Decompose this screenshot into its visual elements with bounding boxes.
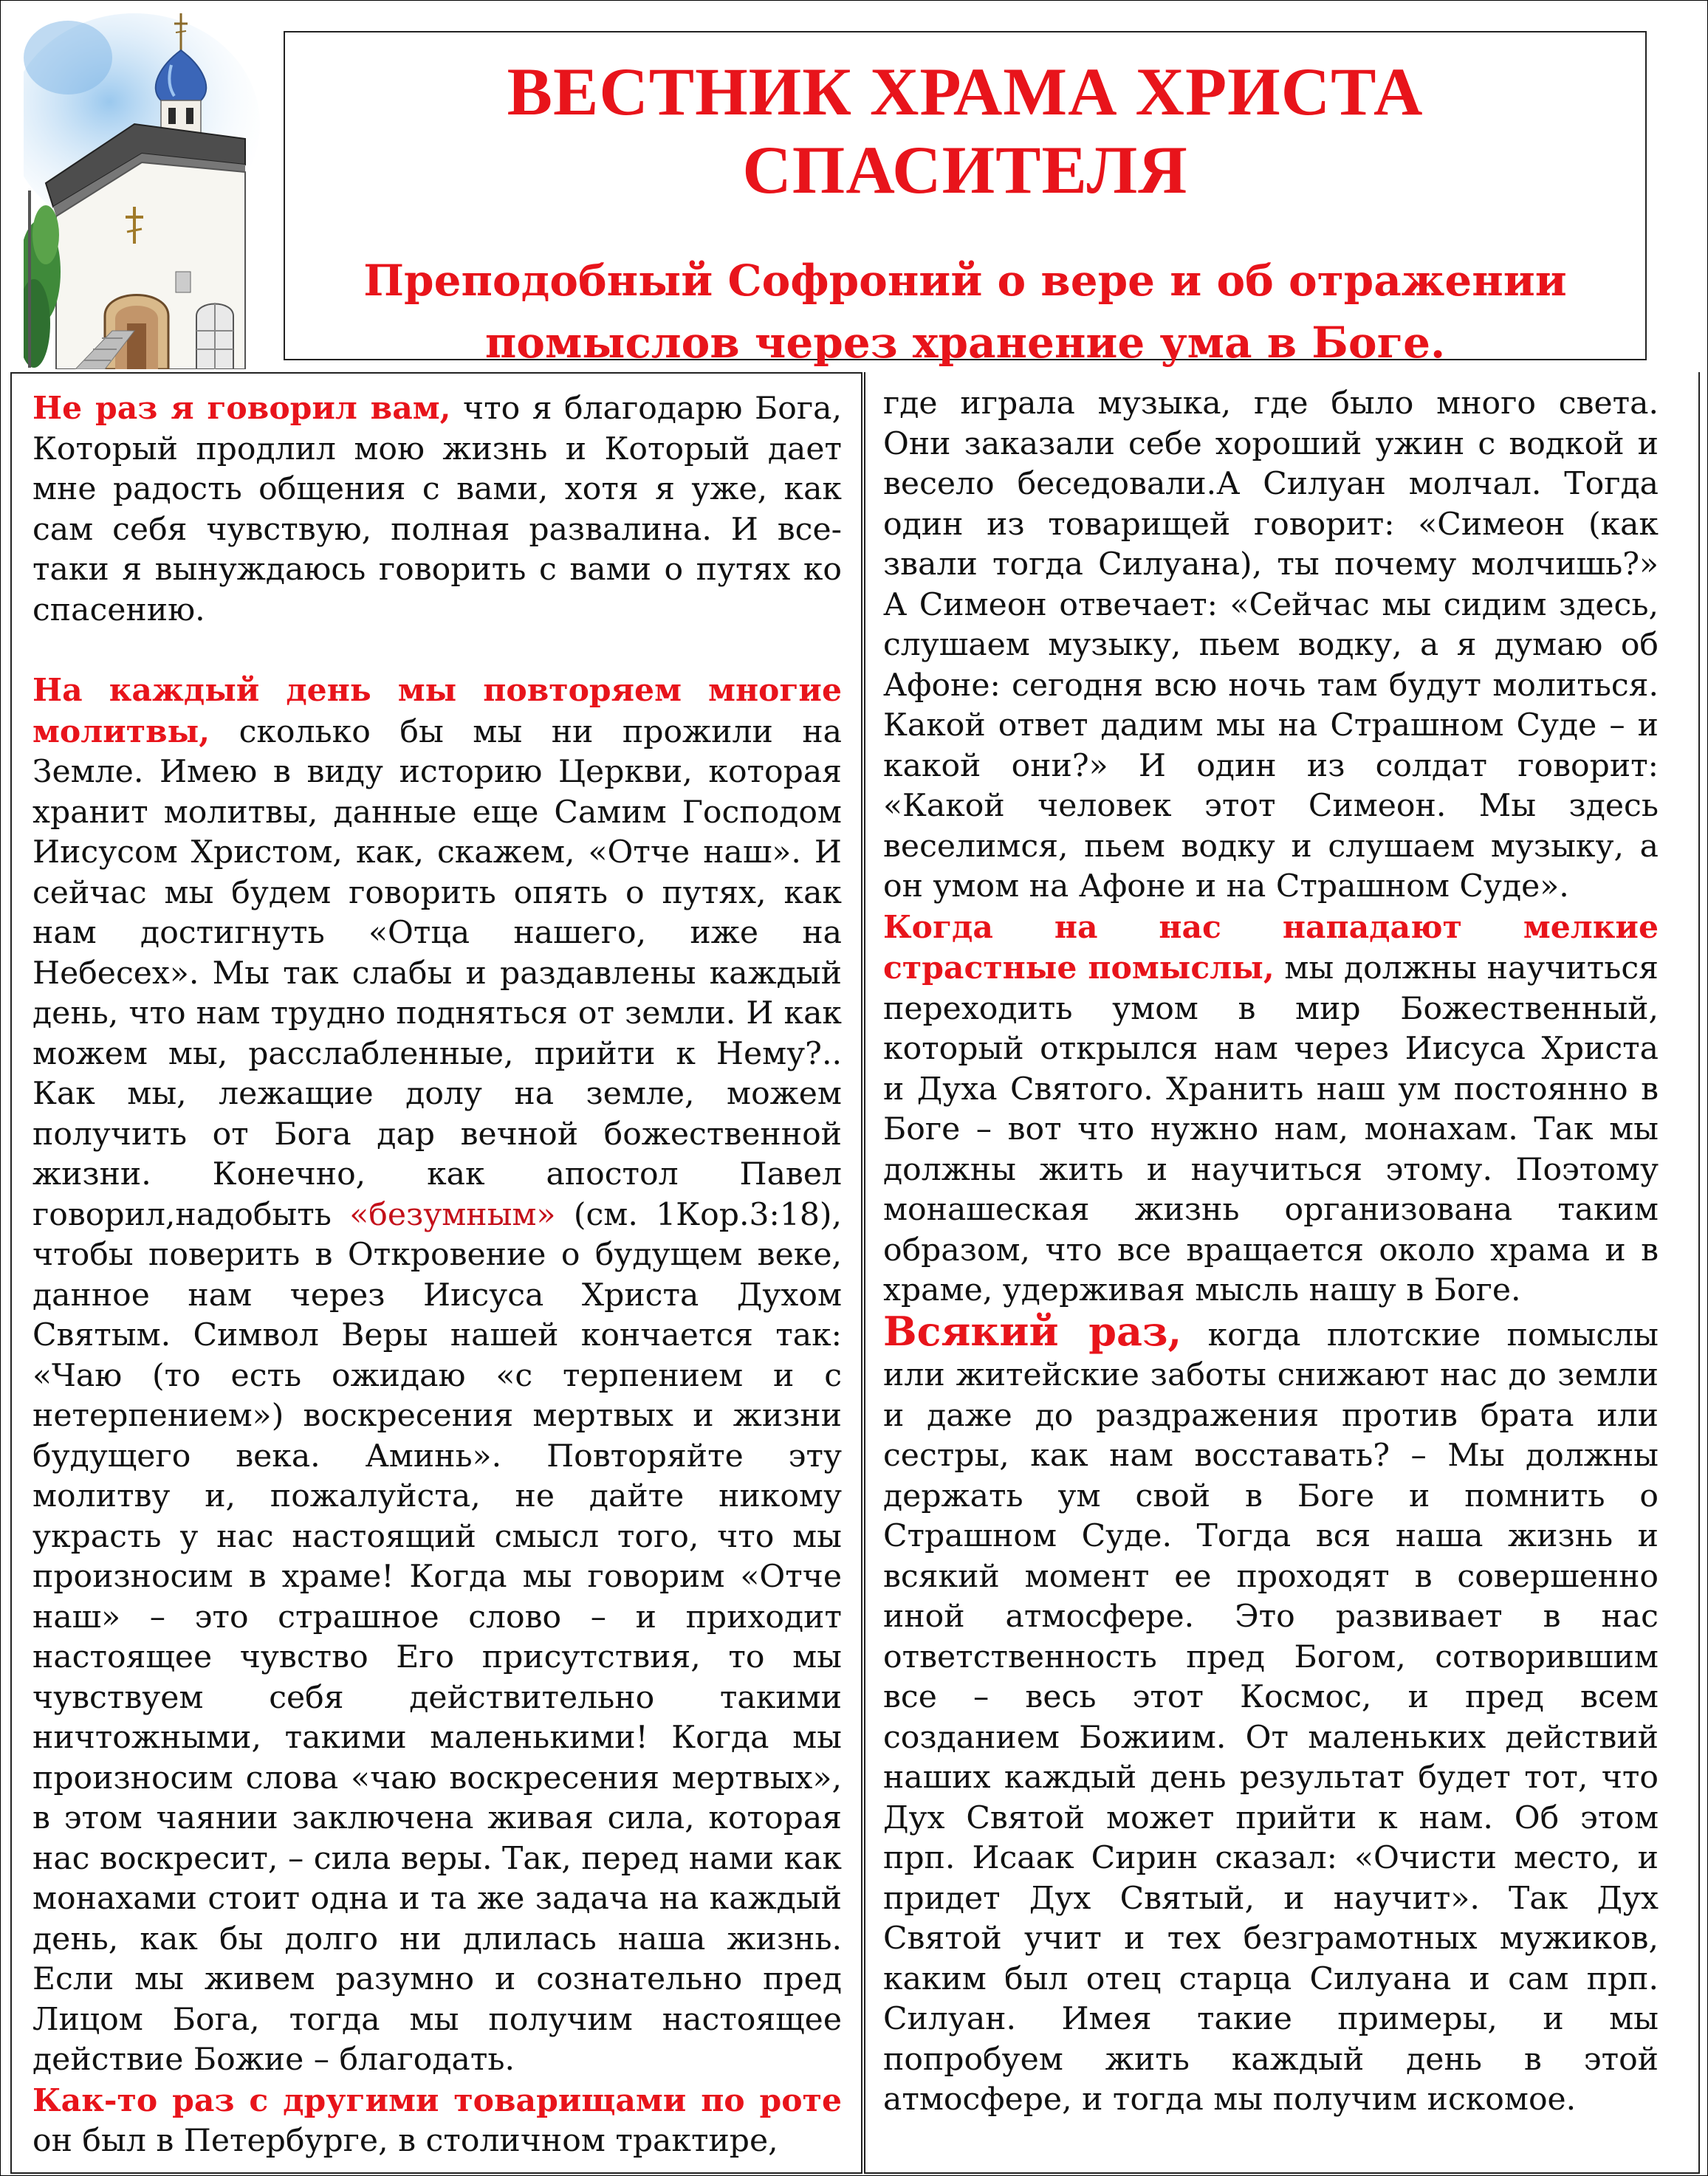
paragraph-lead: Всякий раз, xyxy=(883,1307,1182,1355)
paragraph-text: мы должны научиться переходить умом в мир Божественный, который открылся нам через Иисуса Христа и Духа Святого. Хранить наш ум постоянно в Боге – вот что нужно нам, монахам. Так мы должны жить и научиться этому. Поэтому монашеская жизнь организована таким образом, что все вращается около храма и в храме, удерживая мысль нашу в Боге. xyxy=(883,950,1659,1308)
church-illustration xyxy=(24,13,260,369)
paragraph xyxy=(32,2081,842,2162)
paragraph-text: он был в Петербурге, в столичном трактире, xyxy=(32,2123,778,2159)
paragraph-lead: Когда на нас нападают мелкие страстные помыслы, xyxy=(883,908,1659,986)
paragraph-lead: Не раз я говорил вам, xyxy=(32,390,451,427)
paragraph-text: что я благодарю Бога, Который продлил мою жизнь и Который дает мне радость общения с вами, хотя я уже, как сам себя чувствую, полная развалина. И все-таки я вынуждаюсь говорить с вами о путях ко спасению. xyxy=(32,391,842,628)
paragraph-text: сколько бы мы ни прожили на Земле. Имею в виду историю Церкви, которая хранит молитвы, данные еще Самим Господом Иисусом Христом, как, скажем, «Отче наш». И сейчас мы будем говорить опять о путях, как нам достигнуть «Отца нашего, иже на Небесех». Мы так слабы и раздавлены каждый день, что нам трудно подняться от земли. И как можем мы, расслабленные, прийти к Нему?.. Как мы, лежащие долу на земле, можем получить от Бога дар вечной божественной жизни. Конечно, как апостол Павел говорил,надобыть xyxy=(32,713,842,1233)
left-column xyxy=(10,372,862,2174)
paragraph xyxy=(883,907,1659,1311)
paragraph-text: (см. 1Кор.3:18), чтобы поверить в Откровение о будущем веке, данное нам через Иисуса Христа Духом Святым. Символ Веры нашей кончается так: «Чаю (то есть ожидаю «с терпением и с нетерпением») воскресения мертвых и жизни будущего века. Аминь». Повторяйте эту молитву и, пожалуйста, не дайте никому украсть у нас настоящий смысл того, что мы произносим в храме! Когда мы говорим «Отче наш» – это страшное слово – и приходит настоящее чувство Его присутствия, то мы чувствуем себя действительно такими ничтожными, такими маленькими! Когда мы произносим слова «чаю воскресения мертвых», в этом чаянии заключена живая сила, которая нас воскресит, – сила веры. Так, перед нами как монахами стоит одна и та же задача на каждый день, как бы долго ни длилась наша жизнь. Если мы живем разумно и сознательно пред Лицом Бога, тогда мы получим настоящее действие Божие – благодать. xyxy=(32,1196,843,2078)
paragraph xyxy=(32,388,842,631)
right-column xyxy=(864,372,1700,2174)
paragraph-lead: Как-то раз с другими товарищами по роте xyxy=(32,2081,842,2119)
paragraph-text: когда плотские помыслы или житейские заботы снижают нас до земли и даже до раздражения против брата или сестры, как нам восставать? – Мы должны держать ум свой в Боге и помнить о Страшном Суде. Тогда вся наша жизнь и всякий момент ее проходят в совершенно иной атмосфере. Это развивает в нас ответственность пред Богом, сотворившим все – весь этот Космос, и пред всем созданием Божиим. От маленьких действий наших каждый день результат будет тот, что Дух Святой может прийти к нам. Об этом прп. Исаак Сирин сказал: «Очисти место, и придет Дух Святый, и научит». Так Дух Святой учит и тех безграмотных мужиков, каким был отец старца Силуана и сам прп. Силуан. Имея такие примеры, и мы попробуем жить каждый день в этой атмосфере, и тогда мы получим искомое. xyxy=(883,1317,1659,2118)
masthead-box xyxy=(284,31,1647,368)
paragraph xyxy=(32,670,842,2081)
paragraph xyxy=(883,384,1659,907)
masthead-title: ВЕСТНИК ХРАМА ХРИСТА СПАСИТЕЛЯ xyxy=(507,54,1424,207)
article-title: Преподобный Софроний о вере и об отражении помыслов через хранение ума в Боге. xyxy=(363,255,1567,368)
paragraph-text: где играла музыка, где было много света. Они заказали себе хороший ужин с водкой и весело беседовали.А Силуан молчал. Тогда один из товарищей говорит: «Симеон (как звали тогда Силуана), ты почему молчишь?» А Симеон отвечает: «Сейчас мы сидим здесь, слушаем музыку, пьем водку, а я думаю об Афоне: сегодня всю ночь там будут молиться. Какой ответ дадим мы на Страшном Суде – и какой они?» И один из солдат говорит: «Какой человек этот Симеон. Мы здесь веселимся, пьем водку и слушаем музыку, а он умом на Афоне и на Страшном Суде». xyxy=(883,385,1659,905)
highlighted-quote: «безумным» xyxy=(349,1196,556,1233)
paragraph-lead: На каждый день мы повторяем многие молитвы, xyxy=(32,672,842,750)
paragraph xyxy=(883,1307,1659,2121)
